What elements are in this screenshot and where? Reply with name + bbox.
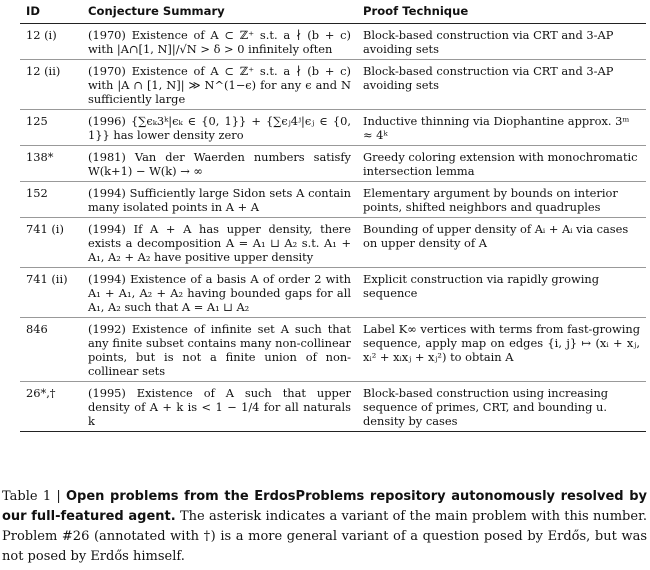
row-id: 741 (ii): [20, 268, 82, 318]
table-row: [20, 268, 646, 318]
table-row: [20, 218, 646, 268]
row-technique: Block-based construction via CRT and 3-AP avoiding sets: [357, 24, 646, 60]
header-summary: Conjecture Summary: [82, 4, 357, 24]
row-summary: (1992) Existence of infinite set A such that any finite subset contains many non-collinear points, but is not a finite union of non-collinear sets: [82, 318, 357, 382]
table-row: [20, 146, 646, 182]
table-row: [20, 110, 646, 146]
caption-text: The asterisk indicates a variant of the main problem with this number. Problem #26 (annotated with †) is a more general variant of a question posed by Erdős, but was not posed by Erdős himself.: [2, 509, 647, 564]
row-technique: Block-based construction via CRT and 3-AP avoiding sets: [357, 60, 646, 110]
row-id: 152: [20, 182, 82, 218]
row-id: 741 (i): [20, 218, 82, 268]
row-technique: Greedy coloring extension with monochromatic intersection lemma: [357, 146, 646, 182]
row-technique: Inductive thinning via Diophantine approx. 3ᵐ ≈ 4ᵏ: [357, 110, 646, 146]
row-technique: Block-based construction using increasing sequence of primes, CRT, and bounding u. density by cases: [357, 382, 646, 432]
row-technique: Explicit construction via rapidly growing sequence: [357, 268, 646, 318]
table-row: [20, 24, 646, 60]
header-id: ID: [20, 4, 82, 24]
table-row: [20, 182, 646, 218]
table-row: [20, 318, 646, 382]
table-body: [20, 24, 646, 432]
row-id: 846: [20, 318, 82, 382]
caption-label: Table 1 |: [2, 489, 66, 504]
row-id: 12 (i): [20, 24, 82, 60]
row-id: 125: [20, 110, 82, 146]
row-summary: (1970) Existence of A ⊂ ℤ⁺ s.t. a ∤ (b + c) with |A ∩ [1, N]| ≫ N^(1−ϵ) for any ϵ and N sufficiently large: [82, 60, 357, 110]
caption-bold: Open problems from the ErdosProblems repository autonomously resolved by our full-featured agent.: [2, 489, 647, 524]
table-row: [20, 60, 646, 110]
row-technique: Elementary argument by bounds on interior points, shifted neighbors and quadruples: [357, 182, 646, 218]
row-technique: Bounding of upper density of Aᵢ + Aᵢ via cases on upper density of A: [357, 218, 646, 268]
row-summary: (1970) Existence of A ⊂ ℤ⁺ s.t. a ∤ (b + c) with |A∩[1, N]|/√N > δ > 0 infinitely often: [82, 24, 357, 60]
row-technique: Label K∞ vertices with terms from fast-growing sequence, apply map on edges {i, j} ↦ (xᵢ + xⱼ, xᵢ² + xᵢxⱼ + xⱼ²) to obtain A: [357, 318, 646, 382]
open-problems-table: [20, 4, 646, 432]
header-technique: Proof Technique: [357, 4, 646, 24]
row-summary: (1995) Existence of A such that upper density of A + k is < 1 − 1/4 for all naturals k: [82, 382, 357, 432]
row-id: 12 (ii): [20, 60, 82, 110]
row-summary: (1994) If A + A has upper density, there exists a decomposition A = A₁ ⊔ A₂ s.t. A₁ + A₁, A₂ + A₂ have positive upper density: [82, 218, 357, 268]
row-summary: (1994) Sufficiently large Sidon sets A contain many isolated points in A + A: [82, 182, 357, 218]
row-summary: (1994) Existence of a basis A of order 2 with A₁ + A₁, A₂ + A₂ having bounded gaps for all A₁, A₂ such that A = A₁ ⊔ A₂: [82, 268, 357, 318]
row-id: 138*: [20, 146, 82, 182]
row-summary: (1981) Van der Waerden numbers satisfy W(k+1) − W(k) → ∞: [82, 146, 357, 182]
table-caption: [2, 487, 647, 567]
table-header-row: [20, 4, 646, 24]
row-id: 26*,†: [20, 382, 82, 432]
row-summary: (1996) {∑ϵₖ3ᵏ|ϵₖ ∈ {0, 1}} + {∑ϵⱼ4ʲ|ϵⱼ ∈ {0, 1}} has lower density zero: [82, 110, 357, 146]
table-row: [20, 382, 646, 432]
